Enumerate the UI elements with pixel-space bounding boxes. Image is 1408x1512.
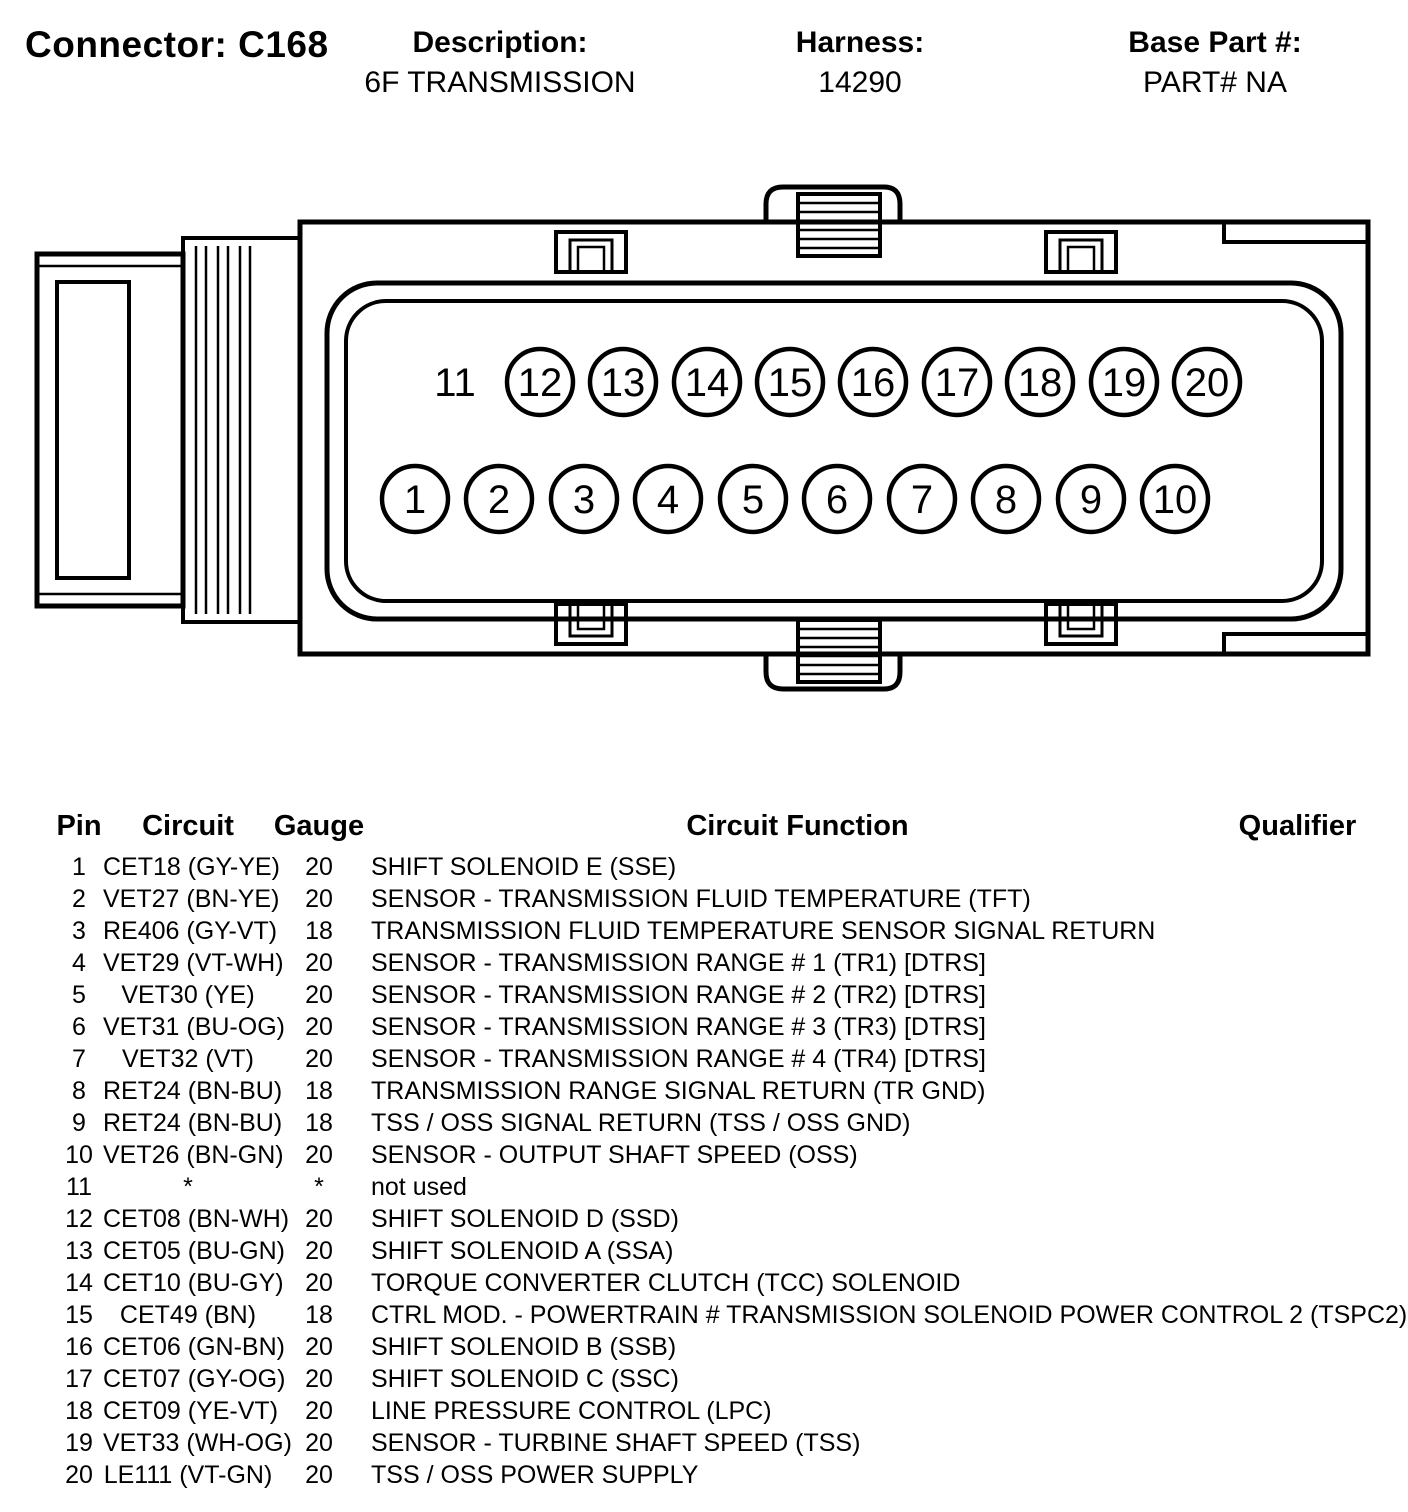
cell-pin: 15 [65, 1300, 93, 1329]
cell-circuit: VET32 (VT) [122, 1044, 254, 1073]
pin-2-label: 2 [487, 478, 511, 522]
pin-3-label: 3 [572, 478, 596, 522]
cell-circuit: RET24 (BN-BU) [103, 1076, 283, 1105]
pin-14-label: 14 [684, 361, 730, 405]
clip-boss-inner [578, 247, 604, 272]
table-row [55, 1427, 1365, 1459]
connector-title: Connector: C168 [25, 24, 329, 65]
header-circuit: Circuit [142, 810, 234, 842]
table-row [55, 1075, 1365, 1107]
table-row [55, 1363, 1365, 1395]
cell-gauge: 20 [305, 1140, 333, 1169]
cell-function: TRANSMISSION RANGE SIGNAL RETURN (TR GND) [371, 1076, 986, 1105]
cell-qualifier [1230, 1331, 1365, 1363]
harness-label: Harness: [795, 26, 925, 59]
table-row [55, 883, 1365, 915]
cell-gauge: 20 [305, 1044, 333, 1073]
cell-function: SHIFT SOLENOID C (SSC) [371, 1364, 679, 1393]
cell-pin: 6 [72, 1012, 86, 1041]
pinout-table-body [55, 851, 1408, 1491]
connector-outline [37, 187, 1368, 689]
cell-gauge: 20 [305, 980, 333, 1009]
pin-6-label: 6 [825, 478, 849, 522]
clip-boss-inner [1068, 247, 1094, 272]
cell-gauge: 20 [305, 1396, 333, 1425]
table-row [55, 1043, 1365, 1075]
cell-qualifier [1230, 1139, 1365, 1171]
table-row [55, 851, 1365, 883]
connector-face-outer [327, 283, 1341, 619]
pin-10-label: 10 [1152, 478, 1198, 522]
cell-pin: 19 [65, 1428, 93, 1457]
header-pin: Pin [56, 810, 102, 842]
cell-qualifier [1230, 1395, 1365, 1427]
pin-5-label: 5 [741, 478, 765, 522]
clip-boss-mid [570, 240, 612, 272]
cell-function: SHIFT SOLENOID D (SSD) [371, 1204, 679, 1233]
cell-pin: 17 [65, 1364, 93, 1393]
cell-circuit: VET33 (WH-OG) [103, 1428, 292, 1457]
table-row [55, 1235, 1365, 1267]
cell-gauge: 18 [305, 916, 333, 945]
base-part-value: PART# NA [1143, 66, 1287, 99]
pin-19-label: 19 [1101, 361, 1147, 405]
cell-circuit: * [183, 1172, 193, 1201]
table-row [55, 1203, 1365, 1235]
header-qualifier: Qualifier [1238, 810, 1357, 842]
cell-pin: 20 [65, 1460, 93, 1489]
cell-gauge: 18 [305, 1076, 333, 1105]
connector-body [300, 222, 1368, 654]
cell-pin: 16 [65, 1332, 93, 1361]
table-row [55, 947, 1365, 979]
cell-pin: 12 [65, 1204, 93, 1233]
pinout-table [55, 810, 1408, 1491]
cell-circuit: CET49 (BN) [119, 1300, 257, 1329]
hinge-section [183, 238, 300, 622]
cell-qualifier [1230, 947, 1365, 979]
cell-pin: 10 [65, 1140, 93, 1169]
pin-16-label: 16 [850, 361, 896, 405]
cell-gauge: 20 [305, 1364, 333, 1393]
table-row [55, 915, 1365, 947]
pin-11-label: 11 [434, 361, 476, 405]
cell-gauge: 20 [305, 884, 333, 913]
cell-qualifier [1230, 1235, 1365, 1267]
cell-pin: 4 [72, 948, 86, 977]
header-gauge: Gauge [273, 810, 365, 842]
cell-gauge: 20 [305, 1236, 333, 1265]
table-row [55, 1267, 1365, 1299]
cell-qualifier [1230, 1107, 1365, 1139]
cell-gauge: 18 [305, 1108, 333, 1137]
clip-boss [1046, 232, 1116, 272]
cell-circuit: CET18 (GY-YE) [103, 852, 280, 881]
table-row [55, 1299, 1365, 1331]
cell-qualifier [1230, 883, 1365, 915]
harness-value: 14290 [818, 66, 902, 99]
header-function: Circuit Function [686, 810, 909, 842]
cell-function: TSS / OSS SIGNAL RETURN (TSS / OSS GND) [371, 1108, 911, 1137]
connector-face-inner [346, 301, 1322, 601]
cell-qualifier [1230, 1427, 1365, 1459]
cell-pin: 14 [65, 1268, 93, 1297]
cell-circuit: CET09 (YE-VT) [103, 1396, 279, 1425]
pin-7-label: 7 [910, 478, 934, 522]
cell-qualifier [1230, 1075, 1365, 1107]
header-row [55, 810, 1365, 851]
pin-12-label: 12 [517, 361, 563, 405]
cell-gauge: 20 [305, 1012, 333, 1041]
pin-1-label: 1 [403, 478, 427, 522]
cell-gauge: 20 [305, 948, 333, 977]
cell-qualifier [1230, 1043, 1365, 1075]
body-step-top-right [1224, 222, 1368, 242]
cell-function: SENSOR - TRANSMISSION RANGE # 3 (TR3) [DTRS] [371, 1012, 986, 1041]
cell-circuit: LE111 (VT-GN) [103, 1460, 273, 1489]
clip-boss-mid [1060, 240, 1102, 272]
cell-circuit: VET31 (BU-OG) [103, 1012, 285, 1041]
cell-circuit: CET10 (BU-GY) [103, 1268, 284, 1297]
description-block [330, 26, 670, 100]
cell-qualifier [1230, 1363, 1365, 1395]
cell-function: TORQUE CONVERTER CLUTCH (TCC) SOLENOID [371, 1268, 961, 1297]
cell-gauge: 20 [305, 1460, 333, 1489]
pin-18-label: 18 [1017, 361, 1063, 405]
table-row [55, 1171, 1365, 1203]
cell-gauge: 20 [305, 1428, 333, 1457]
table-row [55, 1139, 1365, 1171]
pin-4-label: 4 [656, 478, 680, 522]
cell-qualifier [1230, 851, 1365, 883]
cell-pin: 18 [65, 1396, 93, 1425]
cell-pin: 3 [72, 916, 86, 945]
cell-qualifier [1230, 1011, 1365, 1043]
cell-circuit: RE406 (GY-VT) [103, 916, 278, 945]
cell-gauge: 20 [305, 1268, 333, 1297]
cell-function: CTRL MOD. - POWERTRAIN # TRANSMISSION SOLENOID POWER CONTROL 2 (TSPC2) [371, 1300, 1408, 1329]
cell-circuit: CET06 (GN-BN) [103, 1332, 285, 1361]
base-part-block [1070, 26, 1360, 100]
cell-function: TSS / OSS POWER SUPPLY [371, 1460, 699, 1489]
cell-function: not used [371, 1172, 467, 1201]
cell-function: SENSOR - TRANSMISSION FLUID TEMPERATURE (TFT) [371, 884, 1031, 913]
cell-qualifier [1230, 1459, 1365, 1491]
cell-circuit: CET07 (GY-OG) [103, 1364, 286, 1393]
table-row [55, 1459, 1365, 1491]
description-label: Description: [412, 26, 588, 59]
connector-diagram [0, 170, 1408, 700]
cell-gauge: * [314, 1172, 324, 1201]
cell-qualifier [1230, 915, 1365, 947]
cell-pin: 13 [65, 1236, 93, 1265]
clip-boss [1046, 604, 1116, 644]
cell-gauge: 20 [305, 1332, 333, 1361]
body-step-bottom-right [1224, 634, 1368, 654]
cell-circuit: VET29 (VT-WH) [103, 948, 284, 977]
pin-20-label: 20 [1184, 361, 1230, 405]
cell-qualifier [1230, 1171, 1365, 1203]
cell-pin: 5 [72, 980, 86, 1009]
pin-circles [382, 349, 1240, 532]
cell-circuit: VET26 (BN-GN) [103, 1140, 284, 1169]
cell-function: SENSOR - TRANSMISSION RANGE # 2 (TR2) [DTRS] [371, 980, 986, 1009]
description-value: 6F TRANSMISSION [364, 66, 636, 99]
cell-pin: 2 [72, 884, 86, 913]
table-row [55, 979, 1365, 1011]
pin-9-label: 9 [1079, 478, 1103, 522]
cell-function: SHIFT SOLENOID E (SSE) [371, 852, 677, 881]
table-row [55, 1395, 1365, 1427]
pin-13-label: 13 [600, 361, 646, 405]
cell-pin: 8 [72, 1076, 86, 1105]
cell-function: SHIFT SOLENOID A (SSA) [371, 1236, 674, 1265]
pin-8-label: 8 [994, 478, 1018, 522]
cell-pin: 1 [72, 852, 86, 881]
left-lever-inner [57, 282, 129, 578]
cell-pin: 9 [72, 1108, 86, 1137]
cell-circuit: RET24 (BN-BU) [103, 1108, 283, 1137]
table-row [55, 1107, 1365, 1139]
table-row [55, 1011, 1365, 1043]
harness-block [740, 26, 980, 100]
cell-pin: 11 [66, 1172, 92, 1201]
cell-function: SENSOR - OUTPUT SHAFT SPEED (OSS) [371, 1140, 858, 1169]
cell-qualifier [1230, 1203, 1365, 1235]
cell-circuit: CET08 (BN-WH) [103, 1204, 290, 1233]
cell-function: LINE PRESSURE CONTROL (LPC) [371, 1396, 772, 1425]
cell-circuit: CET05 (BU-GN) [103, 1236, 285, 1265]
cell-qualifier [1230, 1267, 1365, 1299]
cell-circuit: VET30 (YE) [121, 980, 255, 1009]
clip-boss [556, 604, 626, 644]
cell-gauge: 20 [305, 852, 333, 881]
cell-function: SENSOR - TRANSMISSION RANGE # 4 (TR4) [DTRS] [371, 1044, 986, 1073]
pin-15-label: 15 [767, 361, 813, 405]
cell-pin: 7 [72, 1044, 86, 1073]
base-part-label: Base Part #: [1128, 26, 1302, 59]
cell-gauge: 18 [305, 1300, 333, 1329]
pin-17-label: 17 [934, 361, 980, 405]
cell-function: SENSOR - TRANSMISSION RANGE # 1 (TR1) [DTRS] [371, 948, 986, 977]
cell-gauge: 20 [305, 1204, 333, 1233]
pinout-table-head [55, 810, 1365, 851]
table-row [55, 1331, 1365, 1363]
cell-function: SENSOR - TURBINE SHAFT SPEED (TSS) [371, 1428, 861, 1457]
cell-circuit: VET27 (BN-YE) [103, 884, 280, 913]
cell-qualifier [1230, 979, 1365, 1011]
cell-function: TRANSMISSION FLUID TEMPERATURE SENSOR SIGNAL RETURN [371, 916, 1156, 945]
cell-function: SHIFT SOLENOID B (SSB) [371, 1332, 677, 1361]
clip-boss [556, 232, 626, 272]
